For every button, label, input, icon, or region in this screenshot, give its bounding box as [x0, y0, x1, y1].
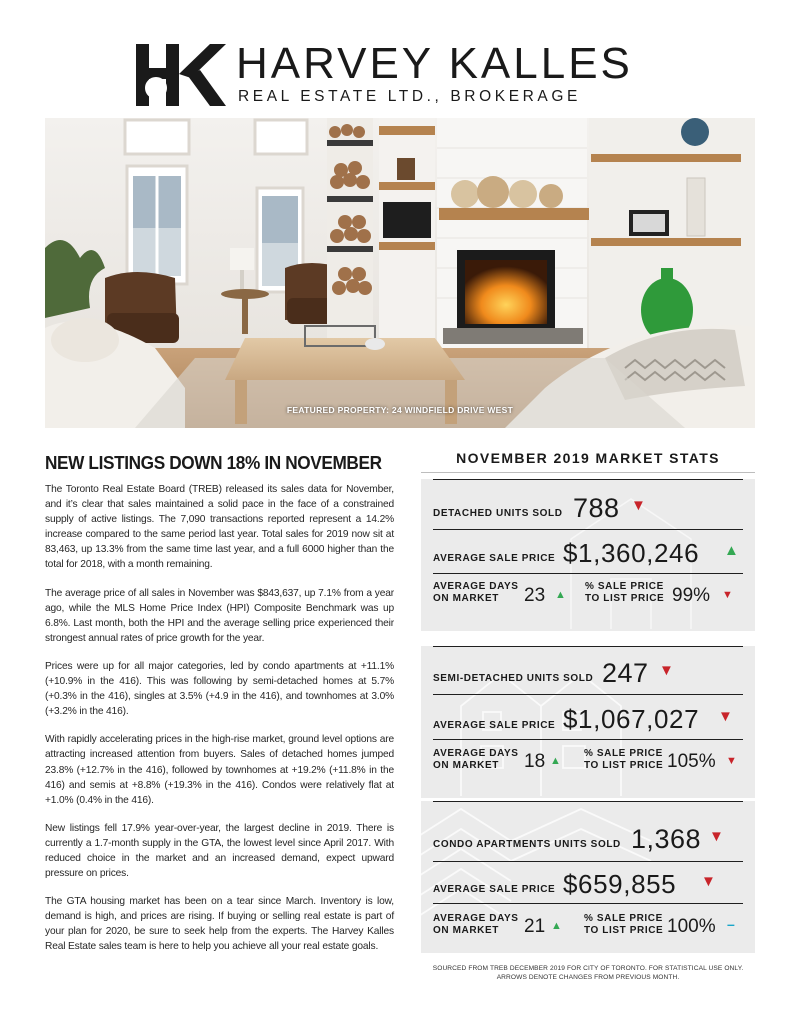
card-rule: [433, 694, 743, 695]
stats-title: NOVEMBER 2019 MARKET STATS: [456, 450, 720, 466]
living-room-illustration: [45, 118, 755, 428]
units-label: SEMI-DETACHED UNITS SOLD: [433, 673, 594, 684]
units-value: 788: [573, 493, 620, 523]
card-rule: [433, 573, 743, 574]
stats-footnote: [421, 964, 755, 982]
card-rule: [433, 739, 743, 740]
footnote-line: ARROWS DENOTE CHANGES FROM PREVIOUS MONTH.: [496, 974, 680, 981]
trend-down-icon: ▼: [718, 708, 733, 725]
ratio-value: 105%: [667, 751, 716, 772]
price-value: $1,067,027: [563, 704, 700, 734]
trend-down-icon: ▼: [631, 497, 646, 514]
trend-up-icon: ▲: [724, 542, 739, 559]
article-paragraph: The GTA housing market has been on a tear since March. Inventory is low, demand is high, and prices are rising. If buying or selling real estate is part of your plan for 2020, be sure to seek help from the experts. The Harvey Kalles Real Estate sales team is here to help you achieve all your real estate goals.: [45, 896, 394, 953]
card-rule: [433, 479, 743, 480]
article: [45, 452, 394, 968]
stats-card-condo: [421, 801, 755, 953]
card-rule: [433, 903, 743, 904]
card-rule: [433, 646, 743, 647]
trend-flat-icon: –: [727, 916, 735, 932]
hero-caption: FEATURED PROPERTY: 24 WINDFIELD DRIVE WEST: [286, 405, 514, 415]
card-rule: [433, 529, 743, 530]
hk-logo-icon: [136, 44, 226, 106]
ratio-label: % SALE PRICE: [585, 581, 664, 592]
ratio-label: % SALE PRICE: [584, 913, 663, 924]
price-label: AVERAGE SALE PRICE: [433, 553, 556, 564]
days-value: 18: [524, 751, 546, 772]
units-value: 247: [602, 658, 649, 688]
trend-down-icon: ▼: [659, 662, 674, 679]
header: [0, 0, 800, 118]
days-label: AVERAGE DAYS: [433, 748, 519, 759]
days-label: ON MARKET: [433, 760, 499, 771]
days-value: 23: [524, 585, 546, 606]
days-value: 21: [524, 916, 546, 937]
price-value: $659,855: [563, 869, 677, 899]
article-paragraph: With rapidly accelerating prices in the high-rise market, ground level options are attracting increased attention from buyers. Sales of detached homes jumped 23.8% (+12.7% in the 416), followed by townhomes at +19.2% (+11.8% in the 416) and semis at +8.8% (+19.3% in the 416). Condos were relatively flat at +1.0% (0.4% in the 416).: [45, 734, 394, 806]
ratio-value: 100%: [667, 916, 716, 937]
trend-down-icon: ▼: [701, 873, 716, 890]
days-label: ON MARKET: [433, 593, 499, 604]
trend-up-icon: ▲: [550, 755, 561, 767]
card-rule: [433, 861, 743, 862]
days-label: AVERAGE DAYS: [433, 913, 519, 924]
trend-up-icon: ▲: [551, 920, 562, 932]
days-label: ON MARKET: [433, 925, 499, 936]
trend-down-icon: ▼: [722, 589, 733, 601]
footnote-line: SOURCED FROM TREB DECEMBER 2019 FOR CITY OF TORONTO. FOR STATISTICAL USE ONLY.: [432, 965, 744, 972]
stats-divider: [421, 472, 755, 473]
units-label: CONDO APARTMENTS UNITS SOLD: [433, 839, 621, 850]
article-paragraph: The Toronto Real Estate Board (TREB) released its sales data for November, and it’s clear that sales maintained a solid pace in the face of a constrained supply of active listings. The 7,090 transactions reported represent a 14.2% increase compared to the same period last year. Total sales for 2019 now sit at 83,463, up 13.3% from the same time last year, and a full 6000 higher than the total for 2018, with a month remaining.: [45, 484, 394, 571]
brand-name: HARVEY KALLES: [236, 39, 633, 88]
trend-down-icon: ▼: [709, 828, 724, 845]
stats-card-semi-detached: [421, 646, 755, 798]
trend-down-icon: ▼: [726, 755, 737, 767]
ratio-value: 99%: [672, 585, 711, 606]
days-label: AVERAGE DAYS: [433, 581, 519, 592]
units-label: DETACHED UNITS SOLD: [433, 508, 563, 519]
article-paragraph: Prices were up for all major categories, led by condo apartments at +11.1% (+10.9% in the 416). This was following by semi-detached homes at 5.7% (+0.3% in the 416), singles at 3.5% (+4.9 in the 416), and townhomes at 3.0% (+3.2% in the 416).: [45, 660, 394, 718]
price-label: AVERAGE SALE PRICE: [433, 884, 556, 895]
article-paragraph: New listings fell 17.9% year-over-year, the largest decline in 2019. There is currently a 1.7-month supply in the GTA, the lowest level since April 2017. With reduced choice in the market and an increased demand, expect upward pressure on prices.: [45, 822, 394, 880]
units-value: 1,368: [631, 824, 702, 854]
article-paragraph: The average price of all sales in November was $843,637, up 7.1% from a year ago, while the MLS Home Price Index (HPI) Composite Benchmark was up 6.8%. Last month, both the HPI and the average selling price experienced their strongest annual rates of price growth for the year.: [45, 587, 394, 644]
ratio-label: % SALE PRICE: [584, 748, 663, 759]
price-label: AVERAGE SALE PRICE: [433, 720, 556, 731]
ratio-label: TO LIST PRICE: [585, 593, 665, 604]
article-headline: NEW LISTINGS DOWN 18% IN NOVEMBER: [45, 452, 382, 473]
card-rule: [433, 801, 743, 802]
trend-up-icon: ▲: [555, 589, 566, 601]
ratio-label: TO LIST PRICE: [584, 925, 664, 936]
ratio-label: TO LIST PRICE: [584, 760, 664, 771]
price-value: $1,360,246: [563, 538, 700, 568]
brand-subtitle: REAL ESTATE LTD., BROKERAGE: [238, 88, 581, 105]
stats-card-detached: [421, 479, 755, 631]
featured-property-photo: [45, 118, 755, 428]
